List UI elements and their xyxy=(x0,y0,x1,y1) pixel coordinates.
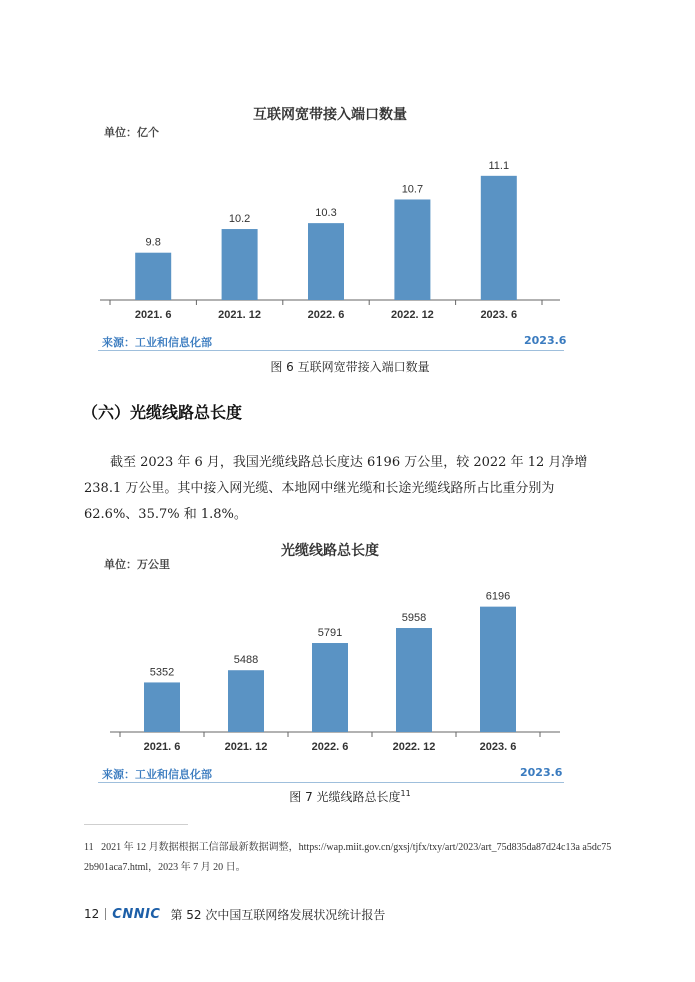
x-tick-label: 2022. 6 xyxy=(307,309,345,321)
paragraph-line-2: 238.1 万公里。其中接入网光缆、本地网中继光缆和长途光缆线路所占比重分别为 xyxy=(84,481,555,496)
chart1-plot xyxy=(100,140,560,330)
footnote-number: 11 xyxy=(84,842,94,853)
bar xyxy=(396,628,432,732)
cnnic-logo: CNNIC xyxy=(112,906,161,922)
bar xyxy=(308,223,344,300)
chart2-caption-text: 图 7 光缆线路总长度 xyxy=(289,790,401,804)
chart2-caption-footnote-ref: 11 xyxy=(400,789,411,798)
report-title: 第 52 次中国互联网络发展状况统计报告 xyxy=(170,907,386,922)
x-tick-label: 2021. 12 xyxy=(224,741,268,753)
bar xyxy=(228,670,264,732)
chart2-unit: 单位：万公里 xyxy=(104,558,170,571)
footnote xyxy=(84,838,614,878)
data-label: 10.7 xyxy=(401,183,424,196)
bar xyxy=(312,643,348,732)
x-tick-label: 2022. 12 xyxy=(390,309,434,321)
chart1-unit: 单位：亿个 xyxy=(104,126,159,139)
paragraph-line-1: 截至 2023 年 6 月，我国光缆线路总长度达 6196 万公里，较 2022 年 12 月净增 xyxy=(110,455,588,470)
paragraph-line-3: 62.6%、35.7% 和 1.8%。 xyxy=(84,507,247,522)
x-tick-label: 2021. 6 xyxy=(134,309,172,321)
chart2-caption xyxy=(220,788,480,805)
x-tick-label: 2022. 12 xyxy=(392,741,436,753)
data-label: 5352 xyxy=(149,666,175,679)
footer-separator xyxy=(105,908,106,920)
x-tick-label: 2023. 6 xyxy=(480,309,518,321)
section-paragraph xyxy=(84,450,612,528)
data-label: 9.8 xyxy=(145,236,161,249)
bar xyxy=(222,229,258,300)
footnote-rule xyxy=(84,824,188,825)
section-heading: （六）光缆线路总长度 xyxy=(82,403,243,422)
page-footer xyxy=(84,904,385,924)
data-label: 5958 xyxy=(401,612,427,625)
bar xyxy=(394,199,430,300)
bar xyxy=(481,176,517,300)
chart2-title: 光缆线路总长度 xyxy=(281,543,379,559)
chart2-date: 2023.6 xyxy=(520,766,563,779)
x-tick-label: 2021. 12 xyxy=(218,309,262,321)
chart1-source: 来源：工业和信息化部 xyxy=(102,336,212,349)
page-number: 12 xyxy=(84,907,100,921)
bar xyxy=(144,682,180,732)
x-tick-label: 2021. 6 xyxy=(143,741,181,753)
chart2-source: 来源：工业和信息化部 xyxy=(102,768,212,781)
bar xyxy=(480,607,516,732)
chart1-date: 2023.6 xyxy=(524,334,567,347)
data-label: 5791 xyxy=(317,627,343,640)
bar xyxy=(135,253,171,300)
data-label: 11.1 xyxy=(488,159,510,172)
chart1-caption: 图 6 互联网宽带接入端口数量 xyxy=(270,360,430,374)
data-label: 10.2 xyxy=(228,213,251,226)
x-tick-label: 2023. 6 xyxy=(479,741,517,753)
chart2-plot xyxy=(110,576,560,756)
chart1-title: 互联网宽带接入端口数量 xyxy=(253,107,407,123)
chart2-bottom-rule xyxy=(98,782,564,783)
data-label: 10.3 xyxy=(315,207,337,220)
data-label: 6196 xyxy=(485,590,511,603)
footnote-text: 2021 年 12 月数据根据工信部最新数据调整，https://wap.miit.gov.cn/gxsj/tjfx/txy/art/2023/art_75d835da87d24c13a a5dc752b901aca7.html，2023 年 7 月 20 日。 xyxy=(84,842,612,873)
x-tick-label: 2022. 6 xyxy=(311,741,349,753)
chart1-bottom-rule xyxy=(98,350,564,351)
data-label: 5488 xyxy=(233,654,259,667)
